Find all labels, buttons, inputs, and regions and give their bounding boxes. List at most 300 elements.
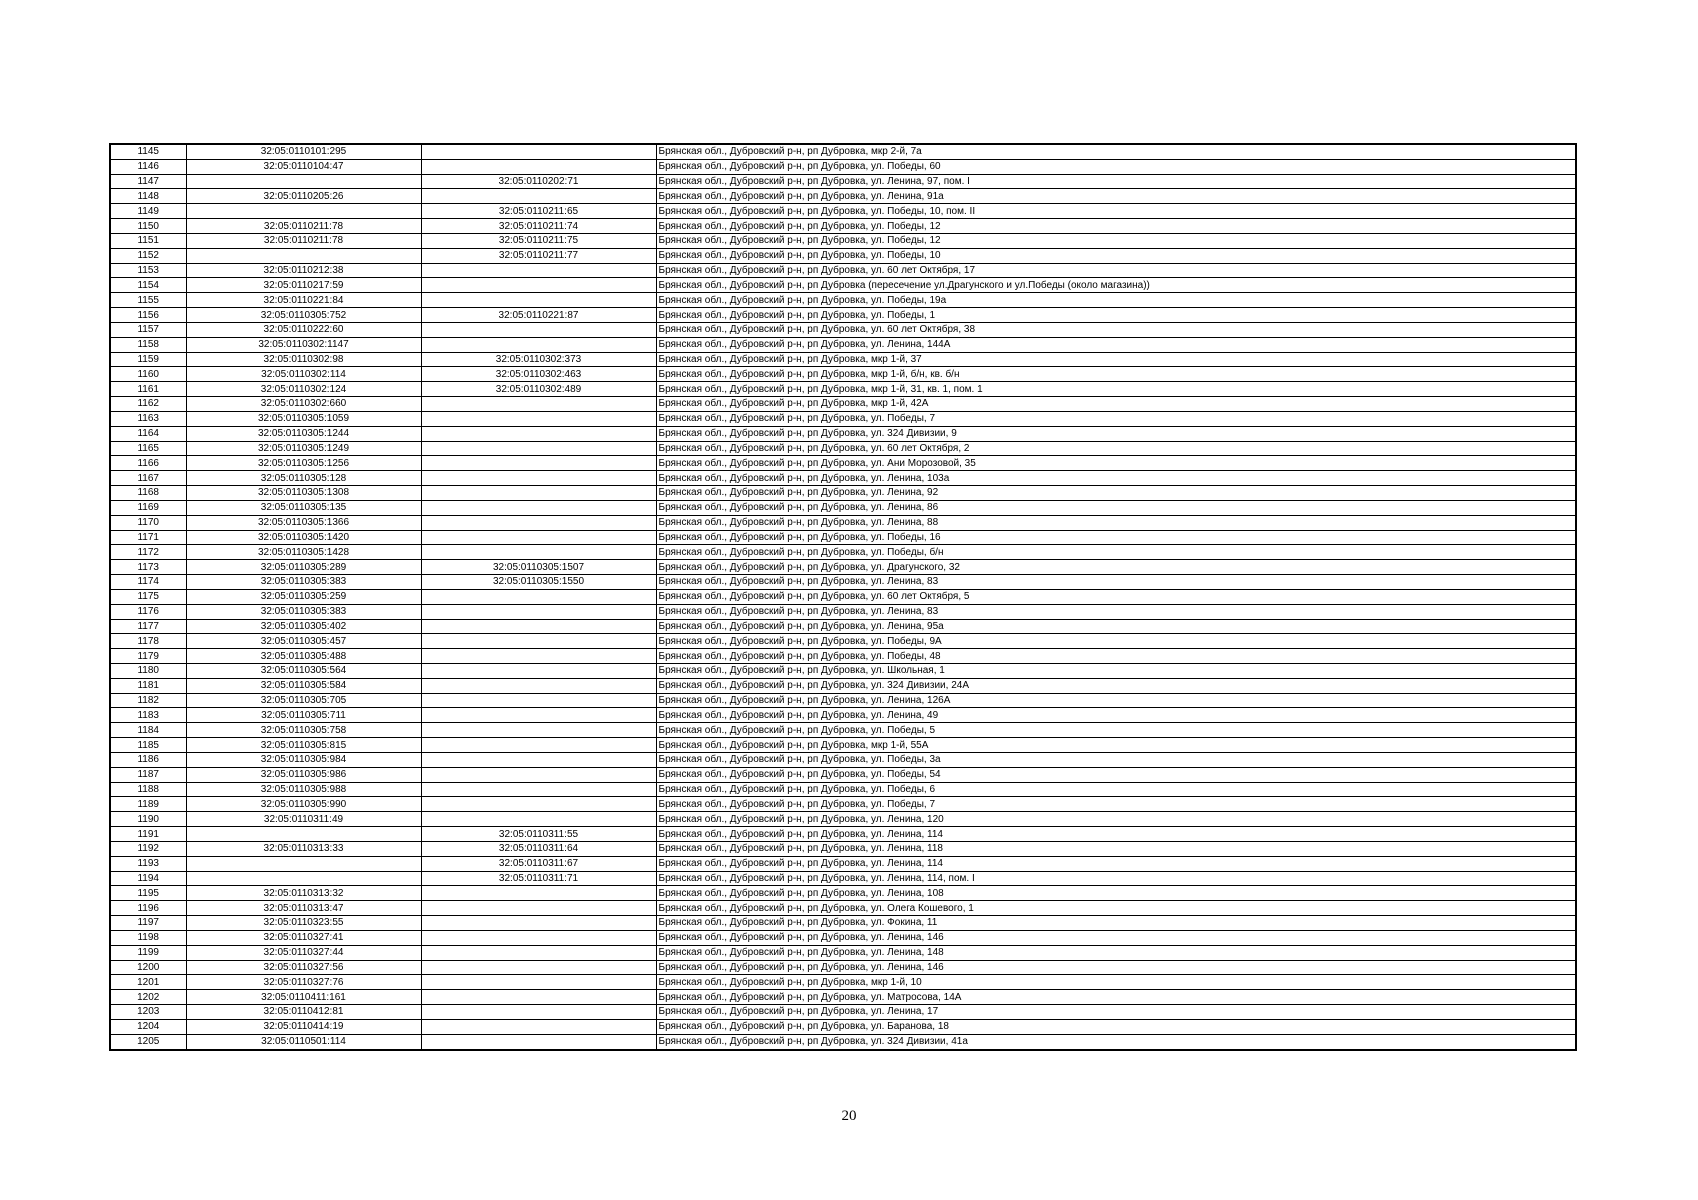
cadastral-number-cell: 32:05:0110501:114 bbox=[186, 1034, 421, 1049]
table-row bbox=[110, 916, 1576, 931]
row-number-cell: 1145 bbox=[110, 144, 186, 159]
table-row bbox=[110, 441, 1576, 456]
address-cell: Брянская обл., Дубровский р-н, рп Дубровка, ул. Ленина, 114 bbox=[656, 856, 1576, 871]
cadastral-number-cell: 32:05:0110302:114 bbox=[186, 367, 421, 382]
related-cadastral-number-cell bbox=[421, 337, 656, 352]
table-row bbox=[110, 589, 1576, 604]
cadastral-number-cell bbox=[186, 248, 421, 263]
related-cadastral-number-cell bbox=[421, 782, 656, 797]
cadastral-number-cell bbox=[186, 827, 421, 842]
address-cell: Брянская обл., Дубровский р-н, рп Дубровка, ул. Ленина, 114, пом. I bbox=[656, 871, 1576, 886]
address-cell: Брянская обл., Дубровский р-н, рп Дубровка, ул. 324 Дивизии, 41а bbox=[656, 1034, 1576, 1049]
row-number-cell: 1193 bbox=[110, 856, 186, 871]
row-number-cell: 1186 bbox=[110, 752, 186, 767]
address-cell: Брянская обл., Дубровский р-н, рп Дубровка, ул. Ленина, 146 bbox=[656, 960, 1576, 975]
row-number-cell: 1153 bbox=[110, 263, 186, 278]
cadastral-number-cell: 32:05:0110313:47 bbox=[186, 901, 421, 916]
cadastral-number-cell bbox=[186, 871, 421, 886]
cadastral-number-cell: 32:05:0110313:32 bbox=[186, 886, 421, 901]
related-cadastral-number-cell: 32:05:0110211:75 bbox=[421, 233, 656, 248]
cadastral-number-cell: 32:05:0110323:55 bbox=[186, 916, 421, 931]
related-cadastral-number-cell bbox=[421, 471, 656, 486]
related-cadastral-number-cell bbox=[421, 293, 656, 308]
address-cell: Брянская обл., Дубровский р-н, рп Дубровка, ул. Ленина, 120 bbox=[656, 812, 1576, 827]
row-number-cell: 1187 bbox=[110, 767, 186, 782]
row-number-cell: 1183 bbox=[110, 708, 186, 723]
address-cell: Брянская обл., Дубровский р-н, рп Дубровка, мкр 1-й, 10 bbox=[656, 975, 1576, 990]
address-cell: Брянская обл., Дубровский р-н, рп Дубровка, ул. Ленина, 17 bbox=[656, 1005, 1576, 1020]
table-row bbox=[110, 856, 1576, 871]
table-row bbox=[110, 1034, 1576, 1049]
table-row bbox=[110, 738, 1576, 753]
address-cell: Брянская обл., Дубровский р-н, рп Дубровка, ул. Победы, 3а bbox=[656, 752, 1576, 767]
row-number-cell: 1146 bbox=[110, 159, 186, 174]
address-cell: Брянская обл., Дубровский р-н, рп Дубровка, ул. Ленина, 148 bbox=[656, 945, 1576, 960]
related-cadastral-number-cell bbox=[421, 945, 656, 960]
related-cadastral-number-cell bbox=[421, 1034, 656, 1049]
related-cadastral-number-cell: 32:05:0110311:64 bbox=[421, 841, 656, 856]
address-cell: Брянская обл., Дубровский р-н, рп Дубровка, ул. 324 Дивизии, 24А bbox=[656, 678, 1576, 693]
cadastral-number-cell: 32:05:0110305:584 bbox=[186, 678, 421, 693]
address-cell: Брянская обл., Дубровский р-н, рп Дубровка, ул. Ленина, 108 bbox=[656, 886, 1576, 901]
row-number-cell: 1164 bbox=[110, 426, 186, 441]
related-cadastral-number-cell bbox=[421, 530, 656, 545]
row-number-cell: 1166 bbox=[110, 456, 186, 471]
address-cell: Брянская обл., Дубровский р-н, рп Дубровка, мкр 1-й, 31, кв. 1, пом. 1 bbox=[656, 382, 1576, 397]
cadastral-number-cell: 32:05:0110305:457 bbox=[186, 634, 421, 649]
row-number-cell: 1174 bbox=[110, 575, 186, 590]
cadastral-number-cell: 32:05:0110211:78 bbox=[186, 219, 421, 234]
related-cadastral-number-cell bbox=[421, 797, 656, 812]
row-number-cell: 1184 bbox=[110, 723, 186, 738]
row-number-cell: 1196 bbox=[110, 901, 186, 916]
table-row bbox=[110, 293, 1576, 308]
related-cadastral-number-cell bbox=[421, 278, 656, 293]
related-cadastral-number-cell bbox=[421, 752, 656, 767]
table-row bbox=[110, 782, 1576, 797]
cadastral-number-cell: 32:05:0110305:990 bbox=[186, 797, 421, 812]
row-number-cell: 1190 bbox=[110, 812, 186, 827]
address-cell: Брянская обл., Дубровский р-н, рп Дубровка, мкр 2-й, 7а bbox=[656, 144, 1576, 159]
row-number-cell: 1200 bbox=[110, 960, 186, 975]
cadastral-number-cell: 32:05:0110305:711 bbox=[186, 708, 421, 723]
table-row bbox=[110, 204, 1576, 219]
address-cell: Брянская обл., Дубровский р-н, рп Дубровка, мкр 1-й, 37 bbox=[656, 352, 1576, 367]
address-cell: Брянская обл., Дубровский р-н, рп Дубровка, ул. 60 лет Октября, 2 bbox=[656, 441, 1576, 456]
related-cadastral-number-cell bbox=[421, 589, 656, 604]
row-number-cell: 1149 bbox=[110, 204, 186, 219]
cadastral-number-cell: 32:05:0110305:1244 bbox=[186, 426, 421, 441]
table-row bbox=[110, 663, 1576, 678]
address-cell: Брянская обл., Дубровский р-н, рп Дубровка, ул. Ленина, 83 bbox=[656, 575, 1576, 590]
row-number-cell: 1157 bbox=[110, 322, 186, 337]
related-cadastral-number-cell bbox=[421, 708, 656, 723]
address-cell: Брянская обл., Дубровский р-н, рп Дубровка, ул. Ленина, 144А bbox=[656, 337, 1576, 352]
related-cadastral-number-cell bbox=[421, 322, 656, 337]
row-number-cell: 1172 bbox=[110, 545, 186, 560]
cadastral-number-cell: 32:05:0110305:988 bbox=[186, 782, 421, 797]
address-cell: Брянская обл., Дубровский р-н, рп Дубровка, ул. Ленина, 86 bbox=[656, 500, 1576, 515]
address-cell: Брянская обл., Дубровский р-н, рп Дубровка, ул. 60 лет Октября, 17 bbox=[656, 263, 1576, 278]
cadastral-number-cell: 32:05:0110305:705 bbox=[186, 693, 421, 708]
address-cell: Брянская обл., Дубровский р-н, рп Дубровка, ул. Фокина, 11 bbox=[656, 916, 1576, 931]
address-cell: Брянская обл., Дубровский р-н, рп Дубровка, ул. Драгунского, 32 bbox=[656, 560, 1576, 575]
related-cadastral-number-cell bbox=[421, 678, 656, 693]
table-row bbox=[110, 486, 1576, 501]
table-row bbox=[110, 456, 1576, 471]
address-cell: Брянская обл., Дубровский р-н, рп Дубровка, ул. Победы, 5 bbox=[656, 723, 1576, 738]
related-cadastral-number-cell bbox=[421, 990, 656, 1005]
cadastral-number-cell: 32:05:0110305:1366 bbox=[186, 515, 421, 530]
row-number-cell: 1203 bbox=[110, 1005, 186, 1020]
row-number-cell: 1176 bbox=[110, 604, 186, 619]
row-number-cell: 1173 bbox=[110, 560, 186, 575]
related-cadastral-number-cell: 32:05:0110311:71 bbox=[421, 871, 656, 886]
row-number-cell: 1151 bbox=[110, 233, 186, 248]
cadastral-number-cell: 32:05:0110327:56 bbox=[186, 960, 421, 975]
table-row bbox=[110, 500, 1576, 515]
related-cadastral-number-cell bbox=[421, 159, 656, 174]
table-row bbox=[110, 649, 1576, 664]
cadastral-number-cell: 32:05:0110302:1147 bbox=[186, 337, 421, 352]
table-row bbox=[110, 426, 1576, 441]
row-number-cell: 1165 bbox=[110, 441, 186, 456]
address-cell: Брянская обл., Дубровский р-н, рп Дубровка, ул. Победы, 7 bbox=[656, 411, 1576, 426]
cadastral-number-cell: 32:05:0110414:19 bbox=[186, 1019, 421, 1034]
cadastral-number-cell: 32:05:0110217:59 bbox=[186, 278, 421, 293]
table-row bbox=[110, 708, 1576, 723]
address-cell: Брянская обл., Дубровский р-н, рп Дубровка, ул. Ленина, 88 bbox=[656, 515, 1576, 530]
related-cadastral-number-cell bbox=[421, 144, 656, 159]
cadastral-number-cell: 32:05:0110221:84 bbox=[186, 293, 421, 308]
address-cell: Брянская обл., Дубровский р-н, рп Дубровка (пересечение ул.Драгунского и ул.Победы (около магазина)) bbox=[656, 278, 1576, 293]
related-cadastral-number-cell: 32:05:0110211:65 bbox=[421, 204, 656, 219]
row-number-cell: 1188 bbox=[110, 782, 186, 797]
cadastral-number-cell: 32:05:0110305:752 bbox=[186, 308, 421, 323]
related-cadastral-number-cell bbox=[421, 901, 656, 916]
cadastral-number-cell: 32:05:0110305:289 bbox=[186, 560, 421, 575]
related-cadastral-number-cell bbox=[421, 545, 656, 560]
related-cadastral-number-cell bbox=[421, 1019, 656, 1034]
related-cadastral-number-cell bbox=[421, 930, 656, 945]
row-number-cell: 1170 bbox=[110, 515, 186, 530]
cadastral-number-cell: 32:05:0110305:1420 bbox=[186, 530, 421, 545]
row-number-cell: 1158 bbox=[110, 337, 186, 352]
table-row bbox=[110, 530, 1576, 545]
cadastral-number-cell: 32:05:0110412:81 bbox=[186, 1005, 421, 1020]
row-number-cell: 1195 bbox=[110, 886, 186, 901]
table-row bbox=[110, 159, 1576, 174]
row-number-cell: 1199 bbox=[110, 945, 186, 960]
address-cell: Брянская обл., Дубровский р-н, рп Дубровка, ул. Победы, 10 bbox=[656, 248, 1576, 263]
property-registry-table bbox=[109, 143, 1577, 1051]
cadastral-number-cell: 32:05:0110305:128 bbox=[186, 471, 421, 486]
table-row bbox=[110, 337, 1576, 352]
row-number-cell: 1148 bbox=[110, 189, 186, 204]
table-row bbox=[110, 723, 1576, 738]
related-cadastral-number-cell bbox=[421, 812, 656, 827]
cadastral-number-cell: 32:05:0110305:1308 bbox=[186, 486, 421, 501]
related-cadastral-number-cell bbox=[421, 500, 656, 515]
related-cadastral-number-cell bbox=[421, 515, 656, 530]
table-row bbox=[110, 560, 1576, 575]
table-row bbox=[110, 174, 1576, 189]
table-row bbox=[110, 767, 1576, 782]
address-cell: Брянская обл., Дубровский р-н, рп Дубровка, ул. Победы, 54 bbox=[656, 767, 1576, 782]
related-cadastral-number-cell bbox=[421, 263, 656, 278]
address-cell: Брянская обл., Дубровский р-н, рп Дубровка, ул. Победы, 16 bbox=[656, 530, 1576, 545]
row-number-cell: 1198 bbox=[110, 930, 186, 945]
table-row bbox=[110, 189, 1576, 204]
related-cadastral-number-cell bbox=[421, 663, 656, 678]
address-cell: Брянская обл., Дубровский р-н, рп Дубровка, ул. Победы, 6 bbox=[656, 782, 1576, 797]
row-number-cell: 1182 bbox=[110, 693, 186, 708]
address-cell: Брянская обл., Дубровский р-н, рп Дубровка, ул. Ленина, 114 bbox=[656, 827, 1576, 842]
related-cadastral-number-cell: 32:05:0110302:373 bbox=[421, 352, 656, 367]
cadastral-number-cell: 32:05:0110305:986 bbox=[186, 767, 421, 782]
table-row bbox=[110, 945, 1576, 960]
related-cadastral-number-cell: 32:05:0110211:74 bbox=[421, 219, 656, 234]
address-cell: Брянская обл., Дубровский р-н, рп Дубровка, ул. Победы, 19а bbox=[656, 293, 1576, 308]
address-cell: Брянская обл., Дубровский р-н, рп Дубровка, ул. Победы, 9А bbox=[656, 634, 1576, 649]
page-number: 20 bbox=[841, 1108, 857, 1124]
cadastral-number-cell bbox=[186, 856, 421, 871]
cadastral-number-cell: 32:05:0110302:124 bbox=[186, 382, 421, 397]
address-cell: Брянская обл., Дубровский р-н, рп Дубровка, ул. 60 лет Октября, 5 bbox=[656, 589, 1576, 604]
row-number-cell: 1152 bbox=[110, 248, 186, 263]
table-row bbox=[110, 604, 1576, 619]
cadastral-number-cell: 32:05:0110205:26 bbox=[186, 189, 421, 204]
related-cadastral-number-cell bbox=[421, 189, 656, 204]
related-cadastral-number-cell bbox=[421, 960, 656, 975]
address-cell: Брянская обл., Дубровский р-н, рп Дубровка, ул. Ленина, 49 bbox=[656, 708, 1576, 723]
cadastral-number-cell: 32:05:0110302:98 bbox=[186, 352, 421, 367]
row-number-cell: 1171 bbox=[110, 530, 186, 545]
related-cadastral-number-cell bbox=[421, 441, 656, 456]
cadastral-number-cell: 32:05:0110305:1428 bbox=[186, 545, 421, 560]
table-row bbox=[110, 841, 1576, 856]
cadastral-number-cell: 32:05:0110305:383 bbox=[186, 604, 421, 619]
cadastral-number-cell: 32:05:0110327:44 bbox=[186, 945, 421, 960]
address-cell: Брянская обл., Дубровский р-н, рп Дубровка, ул. Матросова, 14А bbox=[656, 990, 1576, 1005]
address-cell: Брянская обл., Дубровский р-н, рп Дубровка, ул. Ленина, 92 bbox=[656, 486, 1576, 501]
table-row bbox=[110, 930, 1576, 945]
table-row bbox=[110, 871, 1576, 886]
related-cadastral-number-cell: 32:05:0110221:87 bbox=[421, 308, 656, 323]
address-cell: Брянская обл., Дубровский р-н, рп Дубровка, ул. Ленина, 97, пом. I bbox=[656, 174, 1576, 189]
table-row bbox=[110, 990, 1576, 1005]
related-cadastral-number-cell: 32:05:0110305:1550 bbox=[421, 575, 656, 590]
table-row bbox=[110, 515, 1576, 530]
row-number-cell: 1185 bbox=[110, 738, 186, 753]
row-number-cell: 1180 bbox=[110, 663, 186, 678]
row-number-cell: 1154 bbox=[110, 278, 186, 293]
row-number-cell: 1191 bbox=[110, 827, 186, 842]
related-cadastral-number-cell bbox=[421, 693, 656, 708]
row-number-cell: 1159 bbox=[110, 352, 186, 367]
address-cell: Брянская обл., Дубровский р-н, рп Дубровка, ул. Ленина, 103а bbox=[656, 471, 1576, 486]
cadastral-number-cell: 32:05:0110305:1249 bbox=[186, 441, 421, 456]
address-cell: Брянская обл., Дубровский р-н, рп Дубровка, ул. Победы, 7 bbox=[656, 797, 1576, 812]
table-row bbox=[110, 797, 1576, 812]
address-cell: Брянская обл., Дубровский р-н, рп Дубровка, ул. Школьная, 1 bbox=[656, 663, 1576, 678]
row-number-cell: 1181 bbox=[110, 678, 186, 693]
table-row bbox=[110, 367, 1576, 382]
address-cell: Брянская обл., Дубровский р-н, рп Дубровка, ул. Ленина, 91а bbox=[656, 189, 1576, 204]
cadastral-number-cell: 32:05:0110305:1059 bbox=[186, 411, 421, 426]
related-cadastral-number-cell bbox=[421, 604, 656, 619]
address-cell: Брянская обл., Дубровский р-н, рп Дубровка, ул. Победы, 48 bbox=[656, 649, 1576, 664]
cadastral-number-cell bbox=[186, 204, 421, 219]
table-row bbox=[110, 960, 1576, 975]
row-number-cell: 1167 bbox=[110, 471, 186, 486]
row-number-cell: 1201 bbox=[110, 975, 186, 990]
cadastral-number-cell: 32:05:0110327:76 bbox=[186, 975, 421, 990]
table-row bbox=[110, 678, 1576, 693]
related-cadastral-number-cell: 32:05:0110211:77 bbox=[421, 248, 656, 263]
row-number-cell: 1179 bbox=[110, 649, 186, 664]
row-number-cell: 1169 bbox=[110, 500, 186, 515]
related-cadastral-number-cell bbox=[421, 738, 656, 753]
row-number-cell: 1160 bbox=[110, 367, 186, 382]
address-cell: Брянская обл., Дубровский р-н, рп Дубровка, ул. Победы, б/н bbox=[656, 545, 1576, 560]
address-cell: Брянская обл., Дубровский р-н, рп Дубровка, ул. Победы, 12 bbox=[656, 233, 1576, 248]
cadastral-number-cell: 32:05:0110104:47 bbox=[186, 159, 421, 174]
address-cell: Брянская обл., Дубровский р-н, рп Дубровка, ул. 60 лет Октября, 38 bbox=[656, 322, 1576, 337]
cadastral-number-cell: 32:05:0110222:60 bbox=[186, 322, 421, 337]
table-row bbox=[110, 827, 1576, 842]
table-row bbox=[110, 322, 1576, 337]
cadastral-number-cell: 32:05:0110327:41 bbox=[186, 930, 421, 945]
related-cadastral-number-cell bbox=[421, 1005, 656, 1020]
row-number-cell: 1189 bbox=[110, 797, 186, 812]
cadastral-number-cell: 32:05:0110305:564 bbox=[186, 663, 421, 678]
related-cadastral-number-cell: 32:05:0110305:1507 bbox=[421, 560, 656, 575]
table-row bbox=[110, 575, 1576, 590]
cadastral-number-cell: 32:05:0110311:49 bbox=[186, 812, 421, 827]
table-row bbox=[110, 1019, 1576, 1034]
related-cadastral-number-cell: 32:05:0110302:489 bbox=[421, 382, 656, 397]
table-row bbox=[110, 278, 1576, 293]
related-cadastral-number-cell bbox=[421, 916, 656, 931]
address-cell: Брянская обл., Дубровский р-н, рп Дубровка, ул. Ленина, 95а bbox=[656, 619, 1576, 634]
table-row bbox=[110, 634, 1576, 649]
table-row bbox=[110, 308, 1576, 323]
table-row bbox=[110, 886, 1576, 901]
related-cadastral-number-cell bbox=[421, 456, 656, 471]
related-cadastral-number-cell bbox=[421, 486, 656, 501]
related-cadastral-number-cell bbox=[421, 886, 656, 901]
row-number-cell: 1205 bbox=[110, 1034, 186, 1049]
row-number-cell: 1147 bbox=[110, 174, 186, 189]
cadastral-number-cell: 32:05:0110305:984 bbox=[186, 752, 421, 767]
address-cell: Брянская обл., Дубровский р-н, рп Дубровка, ул. Победы, 12 bbox=[656, 219, 1576, 234]
row-number-cell: 1162 bbox=[110, 397, 186, 412]
address-cell: Брянская обл., Дубровский р-н, рп Дубровка, ул. Ани Морозовой, 35 bbox=[656, 456, 1576, 471]
related-cadastral-number-cell bbox=[421, 767, 656, 782]
cadastral-number-cell: 32:05:0110305:1256 bbox=[186, 456, 421, 471]
address-cell: Брянская обл., Дубровский р-н, рп Дубровка, ул. Олега Кошевого, 1 bbox=[656, 901, 1576, 916]
row-number-cell: 1177 bbox=[110, 619, 186, 634]
row-number-cell: 1163 bbox=[110, 411, 186, 426]
cadastral-number-cell: 32:05:0110305:259 bbox=[186, 589, 421, 604]
table-row bbox=[110, 144, 1576, 159]
address-cell: Брянская обл., Дубровский р-н, рп Дубровка, мкр 1-й, б/н, кв. б/н bbox=[656, 367, 1576, 382]
cadastral-number-cell: 32:05:0110411:161 bbox=[186, 990, 421, 1005]
row-number-cell: 1156 bbox=[110, 308, 186, 323]
cadastral-number-cell: 32:05:0110101:295 bbox=[186, 144, 421, 159]
row-number-cell: 1202 bbox=[110, 990, 186, 1005]
table-row bbox=[110, 411, 1576, 426]
table-row bbox=[110, 471, 1576, 486]
row-number-cell: 1161 bbox=[110, 382, 186, 397]
table-row bbox=[110, 812, 1576, 827]
related-cadastral-number-cell bbox=[421, 723, 656, 738]
row-number-cell: 1168 bbox=[110, 486, 186, 501]
table-row bbox=[110, 397, 1576, 412]
table-row bbox=[110, 263, 1576, 278]
address-cell: Брянская обл., Дубровский р-н, рп Дубровка, ул. Ленина, 118 bbox=[656, 841, 1576, 856]
related-cadastral-number-cell: 32:05:0110202:71 bbox=[421, 174, 656, 189]
cadastral-number-cell: 32:05:0110212:38 bbox=[186, 263, 421, 278]
table-row bbox=[110, 901, 1576, 916]
cadastral-number-cell: 32:05:0110305:815 bbox=[186, 738, 421, 753]
row-number-cell: 1204 bbox=[110, 1019, 186, 1034]
table-row bbox=[110, 1005, 1576, 1020]
cadastral-number-cell: 32:05:0110305:488 bbox=[186, 649, 421, 664]
address-cell: Брянская обл., Дубровский р-н, рп Дубровка, ул. Победы, 60 bbox=[656, 159, 1576, 174]
table-row bbox=[110, 352, 1576, 367]
table-row bbox=[110, 975, 1576, 990]
row-number-cell: 1192 bbox=[110, 841, 186, 856]
cadastral-number-cell: 32:05:0110305:135 bbox=[186, 500, 421, 515]
table-row bbox=[110, 619, 1576, 634]
related-cadastral-number-cell: 32:05:0110302:463 bbox=[421, 367, 656, 382]
related-cadastral-number-cell bbox=[421, 426, 656, 441]
address-cell: Брянская обл., Дубровский р-н, рп Дубровка, мкр 1-й, 42А bbox=[656, 397, 1576, 412]
address-cell: Брянская обл., Дубровский р-н, рп Дубровка, ул. Победы, 10, пом. II bbox=[656, 204, 1576, 219]
row-number-cell: 1178 bbox=[110, 634, 186, 649]
related-cadastral-number-cell bbox=[421, 634, 656, 649]
cadastral-number-cell: 32:05:0110305:402 bbox=[186, 619, 421, 634]
address-cell: Брянская обл., Дубровский р-н, рп Дубровка, ул. Баранова, 18 bbox=[656, 1019, 1576, 1034]
cadastral-number-cell: 32:05:0110313:33 bbox=[186, 841, 421, 856]
address-cell: Брянская обл., Дубровский р-н, рп Дубровка, ул. Ленина, 83 bbox=[656, 604, 1576, 619]
table-row bbox=[110, 752, 1576, 767]
related-cadastral-number-cell: 32:05:0110311:67 bbox=[421, 856, 656, 871]
table-row bbox=[110, 545, 1576, 560]
related-cadastral-number-cell bbox=[421, 397, 656, 412]
related-cadastral-number-cell bbox=[421, 649, 656, 664]
table-row bbox=[110, 248, 1576, 263]
cadastral-number-cell: 32:05:0110305:758 bbox=[186, 723, 421, 738]
table-row bbox=[110, 233, 1576, 248]
cadastral-number-cell: 32:05:0110302:660 bbox=[186, 397, 421, 412]
table-row bbox=[110, 219, 1576, 234]
table-row bbox=[110, 382, 1576, 397]
address-cell: Брянская обл., Дубровский р-н, рп Дубровка, ул. Ленина, 126А bbox=[656, 693, 1576, 708]
row-number-cell: 1150 bbox=[110, 219, 186, 234]
address-cell: Брянская обл., Дубровский р-н, рп Дубровка, ул. Победы, 1 bbox=[656, 308, 1576, 323]
cadastral-number-cell: 32:05:0110211:78 bbox=[186, 233, 421, 248]
address-cell: Брянская обл., Дубровский р-н, рп Дубровка, ул. Ленина, 146 bbox=[656, 930, 1576, 945]
row-number-cell: 1175 bbox=[110, 589, 186, 604]
address-cell: Брянская обл., Дубровский р-н, рп Дубровка, мкр 1-й, 55А bbox=[656, 738, 1576, 753]
row-number-cell: 1155 bbox=[110, 293, 186, 308]
registry-table-body bbox=[110, 144, 1576, 1050]
related-cadastral-number-cell bbox=[421, 411, 656, 426]
row-number-cell: 1197 bbox=[110, 916, 186, 931]
